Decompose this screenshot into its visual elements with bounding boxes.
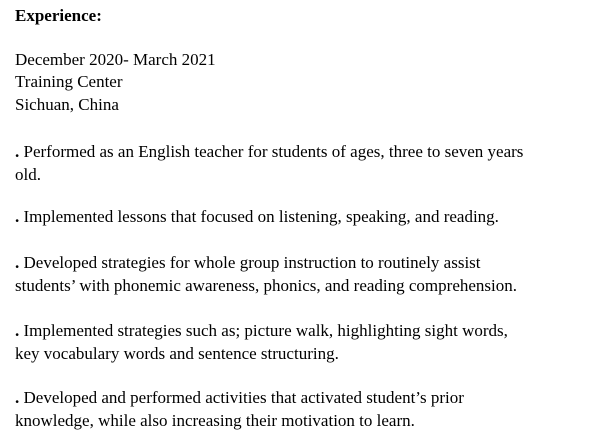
bullet-line	[15, 252, 575, 275]
bullet-marker: .	[15, 253, 20, 272]
bullet-continuation: key vocabulary words and sentence structuring.	[15, 343, 339, 363]
section-heading: Experience:	[15, 6, 102, 25]
bullet-line	[15, 320, 575, 343]
bullet-item	[15, 206, 575, 229]
bullet-line	[15, 206, 575, 229]
bullet-line	[15, 387, 575, 410]
bullet-continuation: old.	[15, 164, 41, 184]
bullet-marker: .	[15, 142, 20, 161]
bullet-text: Developed strategies for whole group instruction to routinely assist	[19, 253, 481, 272]
bullet-text: Developed and performed activities that activated student’s prior	[19, 388, 464, 407]
bullet-item	[15, 320, 575, 365]
bullet-marker: .	[15, 207, 20, 226]
job-location: Sichuan, China	[15, 95, 119, 114]
job-employer: Training Center	[15, 72, 123, 91]
bullet-marker: .	[15, 388, 20, 407]
bullet-item	[15, 141, 575, 186]
bullet-text: Implemented lessons that focused on listening, speaking, and reading.	[19, 207, 499, 226]
bullet-text: Implemented strategies such as; picture walk, highlighting sight words,	[19, 321, 508, 340]
bullet-item	[15, 252, 575, 297]
bullet-marker: .	[15, 321, 20, 340]
job-dates: December 2020- March 2021	[15, 50, 216, 69]
bullet-line	[15, 141, 575, 164]
bullet-item	[15, 387, 575, 432]
bullet-text: Performed as an English teacher for students of ages, three to seven years	[19, 142, 524, 161]
bullet-continuation: students’ with phonemic awareness, phonics, and reading comprehension.	[15, 275, 517, 295]
bullet-continuation: knowledge, while also increasing their motivation to learn.	[15, 410, 415, 430]
